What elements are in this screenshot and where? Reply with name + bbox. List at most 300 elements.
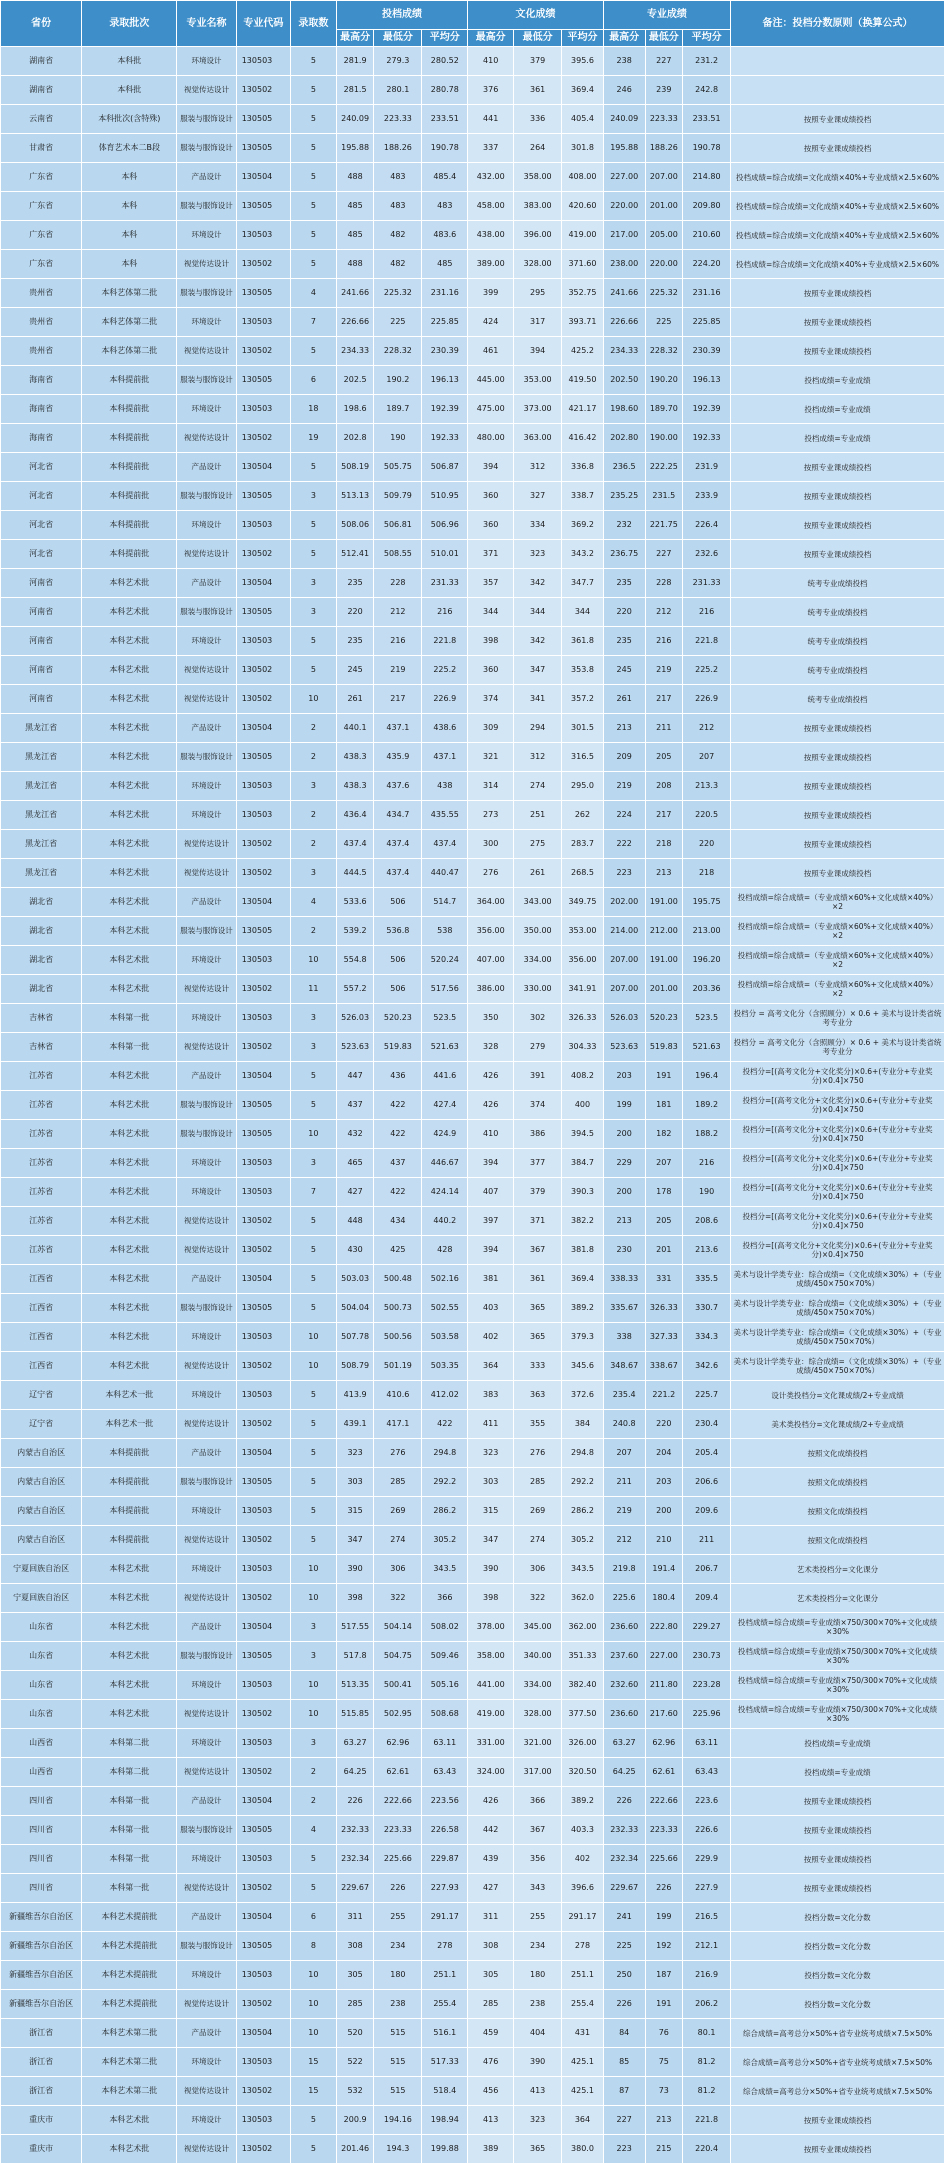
cell-province: 重庆市 [1,2135,82,2164]
cell-filing-avg: 192.39 [422,395,468,424]
cell-filing-avg: 485.4 [422,163,468,192]
cell-filing-max: 202.8 [336,424,374,453]
cell-note: 统考专业成绩投档 [731,656,945,685]
cell-filing-min: 437.6 [374,772,422,801]
cell-specialty-avg: 224.20 [683,250,731,279]
cell-culture-max: 426 [468,1787,514,1816]
cell-note: 按照文化成绩投档 [731,1497,945,1526]
cell-province: 湖南省 [1,76,82,105]
cell-specialty-avg: 203.36 [683,975,731,1004]
cell-culture-min: 391 [514,1062,562,1091]
table-row [1,1120,945,1149]
cell-specialty-min: 218 [645,830,683,859]
cell-filing-max: 430 [336,1236,374,1265]
cell-major: 视觉传达设计 [177,975,236,1004]
cell-specialty-max: 224 [603,801,645,830]
cell-filing-avg: 63.11 [422,1729,468,1758]
table-row [1,598,945,627]
cell-filing-avg: 508.02 [422,1613,468,1642]
cell-major: 服装与服饰设计 [177,743,236,772]
table-row [1,656,945,685]
cell-culture-max: 360 [468,482,514,511]
cell-code: 130503 [236,1149,290,1178]
cell-culture-min: 361 [514,1265,562,1294]
cell-filing-avg: 514.7 [422,888,468,917]
cell-filing-max: 520 [336,2019,374,2048]
cell-major: 视觉传达设计 [177,656,236,685]
cell-culture-min: 350.00 [514,917,562,946]
cell-specialty-avg: 221.8 [683,627,731,656]
cell-filing-min: 212 [374,598,422,627]
cell-filing-min: 190.2 [374,366,422,395]
cell-filing-avg: 255.4 [422,1990,468,2019]
cell-culture-max: 323 [468,1439,514,1468]
cell-specialty-avg: 195.75 [683,888,731,917]
cell-batch: 本科艺术一批 [82,1381,177,1410]
cell-specialty-avg: 225.7 [683,1381,731,1410]
cell-filing-avg: 510.01 [422,540,468,569]
cell-filing-min: 500.48 [374,1265,422,1294]
cell-note: 统考专业成绩投档 [731,598,945,627]
cell-specialty-max: 246 [603,76,645,105]
cell-filing-min: 422 [374,1091,422,1120]
cell-filing-avg: 517.33 [422,2048,468,2077]
cell-culture-avg: 393.71 [562,308,604,337]
cell-count: 10 [290,1990,336,2019]
cell-specialty-min: 217 [645,685,683,714]
cell-specialty-max: 64.25 [603,1758,645,1787]
cell-count: 7 [290,1178,336,1207]
table-row [1,1381,945,1410]
cell-major: 视觉传达设计 [177,2077,236,2106]
cell-specialty-min: 199 [645,1903,683,1932]
cell-specialty-max: 220 [603,598,645,627]
cell-specialty-avg: 81.2 [683,2077,731,2106]
cell-specialty-min: 221.2 [645,1381,683,1410]
cell-province: 河北省 [1,482,82,511]
cell-major: 服装与服饰设计 [177,598,236,627]
cell-filing-min: 269 [374,1497,422,1526]
cell-province: 宁夏回族自治区 [1,1555,82,1584]
cell-culture-max: 475.00 [468,395,514,424]
cell-specialty-max: 238.00 [603,250,645,279]
table-row [1,2135,945,2164]
cell-culture-avg: 304.33 [562,1033,604,1062]
cell-count: 2 [290,1758,336,1787]
cell-filing-max: 323 [336,1439,374,1468]
header-specialty-max[interactable]: 最高分 [603,30,645,47]
cell-major: 环境设计 [177,1497,236,1526]
cell-culture-max: 413 [468,2106,514,2135]
cell-culture-min: 330.00 [514,975,562,1004]
cell-culture-max: 371 [468,540,514,569]
cell-filing-min: 519.83 [374,1033,422,1062]
table-row [1,1787,945,1816]
cell-culture-avg: 301.8 [562,134,604,163]
cell-province: 湖北省 [1,917,82,946]
cell-culture-max: 407 [468,1178,514,1207]
cell-culture-avg: 431 [562,2019,604,2048]
table-row [1,163,945,192]
cell-filing-max: 245 [336,656,374,685]
cell-specialty-min: 73 [645,2077,683,2106]
cell-culture-max: 399 [468,279,514,308]
cell-specialty-max: 235 [603,627,645,656]
cell-specialty-min: 222.66 [645,1787,683,1816]
cell-specialty-max: 219 [603,772,645,801]
table-row [1,1004,945,1033]
header-culture-min[interactable]: 最低分 [514,30,562,47]
cell-filing-min: 285 [374,1468,422,1497]
header-filing-max[interactable]: 最高分 [336,30,374,47]
cell-specialty-min: 227.00 [645,1642,683,1671]
table-row [1,1439,945,1468]
cell-filing-max: 504.04 [336,1294,374,1323]
table-row [1,714,945,743]
cell-specialty-min: 213 [645,859,683,888]
cell-batch: 本科艺术第二批 [82,2077,177,2106]
cell-culture-min: 336 [514,105,562,134]
cell-note: 投档分=[(高考文化分+文化奖分)×0.6+(专业分+专业奖分)×0.4]×750 [731,1062,945,1091]
header-specialty-min[interactable]: 最低分 [645,30,683,47]
cell-count: 5 [290,1410,336,1439]
cell-culture-min: 341 [514,685,562,714]
cell-specialty-min: 519.83 [645,1033,683,1062]
cell-batch: 本科艺术批 [82,1265,177,1294]
cell-major: 产品设计 [177,1613,236,1642]
cell-culture-min: 363 [514,1381,562,1410]
cell-specialty-avg: 330.7 [683,1294,731,1323]
cell-province: 贵州省 [1,337,82,366]
cell-province: 山东省 [1,1700,82,1729]
cell-specialty-avg: 211 [683,1526,731,1555]
cell-note: 按照专业课成绩投档 [731,714,945,743]
cell-culture-max: 300 [468,830,514,859]
cell-province: 四川省 [1,1845,82,1874]
header-batch[interactable]: 录取批次 [82,1,177,47]
cell-culture-min: 333 [514,1352,562,1381]
cell-filing-avg: 438 [422,772,468,801]
cell-count: 18 [290,395,336,424]
cell-filing-avg: 424.14 [422,1178,468,1207]
cell-filing-max: 315 [336,1497,374,1526]
cell-specialty-avg: 192.33 [683,424,731,453]
cell-note: 美术类投档分=文化课成绩/2+专业成绩 [731,1410,945,1439]
cell-filing-min: 306 [374,1555,422,1584]
cell-filing-avg: 440.2 [422,1207,468,1236]
cell-count: 15 [290,2048,336,2077]
cell-specialty-max: 223 [603,2135,645,2164]
cell-filing-avg: 227.93 [422,1874,468,1903]
cell-batch: 本科艺体第二批 [82,337,177,366]
cell-culture-min: 323 [514,540,562,569]
cell-culture-min: 321.00 [514,1729,562,1758]
cell-filing-max: 437 [336,1091,374,1120]
cell-count: 5 [290,1265,336,1294]
cell-code: 130505 [236,598,290,627]
cell-filing-avg: 366 [422,1584,468,1613]
header-culture-max[interactable]: 最高分 [468,30,514,47]
cell-major: 视觉传达设计 [177,830,236,859]
cell-specialty-min: 223.33 [645,105,683,134]
cell-note: 投档成绩=综合成绩=文化成绩×40%+专业成绩×2.5×60% [731,250,945,279]
cell-major: 产品设计 [177,163,236,192]
cell-note: 按照文化成绩投档 [731,1439,945,1468]
cell-culture-max: 374 [468,685,514,714]
cell-culture-avg: 362.00 [562,1613,604,1642]
cell-major: 视觉传达设计 [177,337,236,366]
table-row [1,76,945,105]
cell-specialty-min: 189.70 [645,395,683,424]
cell-note: 投档成绩=综合成绩=专业成绩×750/300×70%+文化成绩×30% [731,1671,945,1700]
cell-batch: 本科艺术批 [82,1236,177,1265]
cell-specialty-avg: 342.6 [683,1352,731,1381]
cell-specialty-min: 187 [645,1961,683,1990]
cell-specialty-avg: 216.9 [683,1961,731,1990]
header-code[interactable]: 专业代码 [236,1,290,47]
cell-culture-avg: 283.7 [562,830,604,859]
cell-filing-min: 276 [374,1439,422,1468]
cell-specialty-avg: 190.78 [683,134,731,163]
cell-province: 河北省 [1,540,82,569]
cell-specialty-avg: 335.5 [683,1265,731,1294]
cell-culture-avg: 345.6 [562,1352,604,1381]
cell-count: 5 [290,221,336,250]
cell-culture-min: 317.00 [514,1758,562,1787]
cell-major: 环境设计 [177,308,236,337]
cell-culture-avg: 364 [562,2106,604,2135]
cell-culture-avg: 396.6 [562,1874,604,1903]
header-filing-min[interactable]: 最低分 [374,30,422,47]
cell-note: 按照专业课成绩投档 [731,337,945,366]
cell-culture-max: 410 [468,1120,514,1149]
cell-culture-avg: 353.00 [562,917,604,946]
cell-code: 130504 [236,569,290,598]
cell-specialty-avg: 242.8 [683,76,731,105]
cell-culture-avg: 381.8 [562,1236,604,1265]
cell-culture-avg: 380.0 [562,2135,604,2164]
cell-batch: 本科第一批 [82,1874,177,1903]
cell-province: 广东省 [1,250,82,279]
cell-batch: 本科艺术批 [82,859,177,888]
cell-note: 按照专业课成绩投档 [731,134,945,163]
cell-count: 5 [290,1207,336,1236]
table-row [1,1729,945,1758]
table-row [1,685,945,714]
cell-specialty-avg: 226.9 [683,685,731,714]
cell-specialty-max: 236.60 [603,1613,645,1642]
cell-specialty-max: 225.6 [603,1584,645,1613]
cell-specialty-max: 234.33 [603,337,645,366]
cell-specialty-max: 227 [603,2106,645,2135]
header-province[interactable]: 省份 [1,1,82,47]
cell-filing-min: 222.66 [374,1787,422,1816]
cell-note [731,76,945,105]
cell-note: 投档分数=文化分数 [731,1990,945,2019]
cell-culture-max: 426 [468,1091,514,1120]
cell-filing-avg: 440.47 [422,859,468,888]
cell-filing-min: 515 [374,2019,422,2048]
cell-culture-avg: 421.17 [562,395,604,424]
cell-code: 130504 [236,1062,290,1091]
cell-specialty-min: 338.67 [645,1352,683,1381]
cell-province: 河南省 [1,627,82,656]
cell-culture-max: 285 [468,1990,514,2019]
cell-specialty-avg: 214.80 [683,163,731,192]
cell-specialty-max: 338 [603,1323,645,1352]
cell-note: 设计类投档分=文化课成绩/2+专业成绩 [731,1381,945,1410]
cell-specialty-max: 209 [603,743,645,772]
cell-filing-avg: 518.4 [422,2077,468,2106]
cell-count: 5 [290,1236,336,1265]
cell-filing-min: 62.96 [374,1729,422,1758]
cell-count: 15 [290,2077,336,2106]
header-specialty-avg[interactable]: 平均分 [683,30,731,47]
cell-batch: 本科艺术批 [82,1294,177,1323]
cell-count: 2 [290,801,336,830]
header-count[interactable]: 录取数 [290,1,336,47]
cell-batch: 本科艺体第二批 [82,308,177,337]
cell-count: 4 [290,279,336,308]
cell-culture-avg: 390.3 [562,1178,604,1207]
cell-count: 10 [290,1584,336,1613]
cell-batch: 本科提前批 [82,424,177,453]
cell-count: 8 [290,1932,336,1961]
cell-batch: 本科提前批 [82,482,177,511]
cell-specialty-max: 232.34 [603,1845,645,1874]
cell-major: 服装与服饰设计 [177,482,236,511]
cell-filing-max: 513.35 [336,1671,374,1700]
cell-culture-max: 308 [468,1932,514,1961]
cell-filing-min: 238 [374,1990,422,2019]
cell-province: 湖北省 [1,946,82,975]
cell-culture-avg: 394.5 [562,1120,604,1149]
cell-batch: 本科艺术提前批 [82,1903,177,1932]
cell-filing-max: 261 [336,685,374,714]
cell-specialty-avg: 220.5 [683,801,731,830]
cell-filing-max: 232.34 [336,1845,374,1874]
cell-province: 广东省 [1,192,82,221]
cell-count: 10 [290,2019,336,2048]
cell-code: 130505 [236,192,290,221]
cell-note: 按照专业课成绩投档 [731,453,945,482]
cell-culture-avg: 353.8 [562,656,604,685]
cell-code: 130503 [236,221,290,250]
cell-filing-avg: 230.39 [422,337,468,366]
cell-count: 2 [290,714,336,743]
cell-filing-min: 500.56 [374,1323,422,1352]
cell-specialty-max: 226.66 [603,308,645,337]
cell-culture-max: 389.00 [468,250,514,279]
cell-filing-avg: 483.6 [422,221,468,250]
cell-major: 环境设计 [177,395,236,424]
cell-code: 130505 [236,134,290,163]
cell-specialty-avg: 190 [683,1178,731,1207]
cell-culture-max: 426 [468,1062,514,1091]
cell-culture-avg: 372.6 [562,1381,604,1410]
cell-filing-avg: 441.6 [422,1062,468,1091]
table-row [1,1613,945,1642]
cell-specialty-min: 75 [645,2048,683,2077]
cell-culture-avg: 320.50 [562,1758,604,1787]
table-row [1,250,945,279]
cell-culture-avg: 369.2 [562,511,604,540]
cell-code: 130502 [236,1874,290,1903]
cell-specialty-avg: 226.6 [683,1816,731,1845]
cell-filing-max: 539.2 [336,917,374,946]
table-row [1,308,945,337]
cell-major: 产品设计 [177,569,236,598]
cell-specialty-min: 201.00 [645,975,683,1004]
cell-count: 3 [290,1004,336,1033]
cell-culture-max: 364.00 [468,888,514,917]
cell-culture-max: 476 [468,2048,514,2077]
cell-count: 3 [290,598,336,627]
cell-culture-min: 371 [514,1207,562,1236]
cell-province: 山东省 [1,1613,82,1642]
cell-culture-max: 398 [468,627,514,656]
cell-count: 10 [290,1323,336,1352]
cell-culture-avg: 389.2 [562,1787,604,1816]
cell-culture-avg: 357.2 [562,685,604,714]
table-row [1,1961,945,1990]
cell-culture-avg: 291.17 [562,1903,604,1932]
cell-filing-max: 517.55 [336,1613,374,1642]
cell-culture-max: 309 [468,714,514,743]
cell-culture-avg: 343.2 [562,540,604,569]
table-row [1,1903,945,1932]
header-major[interactable]: 专业名称 [177,1,236,47]
cell-culture-avg: 301.5 [562,714,604,743]
cell-culture-avg: 349.75 [562,888,604,917]
cell-specialty-max: 220.00 [603,192,645,221]
cell-specialty-avg: 207 [683,743,731,772]
cell-culture-max: 445.00 [468,366,514,395]
cell-code: 130504 [236,714,290,743]
cell-province: 江苏省 [1,1149,82,1178]
cell-batch: 本科艺术批 [82,1178,177,1207]
cell-note: 美术与设计学类专业：综合成绩=（文化成绩×30%）+（专业成绩/450×750×70%） [731,1265,945,1294]
cell-province: 内蒙古自治区 [1,1526,82,1555]
cell-note: 投档成绩=专业成绩 [731,1729,945,1758]
cell-province: 浙江省 [1,2048,82,2077]
cell-specialty-avg: 189.2 [683,1091,731,1120]
table-row [1,1700,945,1729]
cell-specialty-min: 191.4 [645,1555,683,1584]
table-row [1,1555,945,1584]
cell-code: 130503 [236,395,290,424]
cell-specialty-max: 200 [603,1120,645,1149]
cell-batch: 本科艺术批 [82,1149,177,1178]
cell-filing-max: 439.1 [336,1410,374,1439]
cell-filing-avg: 485 [422,250,468,279]
cell-specialty-max: 226 [603,1787,645,1816]
cell-culture-min: 374 [514,1091,562,1120]
cell-culture-avg: 326.33 [562,1004,604,1033]
header-culture-avg[interactable]: 平均分 [562,30,604,47]
cell-filing-max: 232.33 [336,1816,374,1845]
cell-batch: 本科第一批 [82,1033,177,1062]
cell-province: 湖南省 [1,47,82,76]
cell-batch: 本科 [82,221,177,250]
cell-code: 130504 [236,888,290,917]
cell-specialty-min: 222.80 [645,1613,683,1642]
header-filing-avg[interactable]: 平均分 [422,30,468,47]
cell-filing-min: 223.33 [374,1816,422,1845]
cell-province: 甘肃省 [1,134,82,163]
cell-count: 11 [290,975,336,1004]
cell-culture-max: 376 [468,76,514,105]
